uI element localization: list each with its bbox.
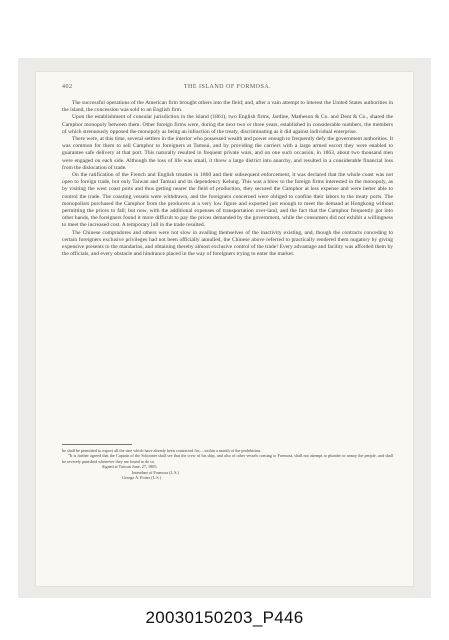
paragraph: On the ratification of the French and English treaties in 1860 and their subsequent enforcement, it was declared that the whole coast was not open to foreign trade, but only Taiwan and Tamsui and its dependency Kelung. This was a blow to the foreign firms interested in the monopoly, as by visiting the west coast ports and thus getting nearer the field of production, they secured the Camphor at less expense and were better able to control the trade. The coasting vessels were withdrawn, and the foreigners concerned were obliged to confine their labors to the treaty ports. The monopolists purchased the Camphor from the producers at a very low figure and exported just enough to meet the demand at Hongkong without permitting the prices to fall; but now, with the additional expenses of transportation over-land, and the fact that the Camphor frequently got into other hands, the foreigners found it more difficult to pay the prices demanded by the government, while the consumers did not exhibit a willingness to meet the increased cost. A temporary lull in the trade resulted. <box>62 172 393 229</box>
footnote-continuation: be shall be permitted to export all the sine which have already been contracted for,—within a month of the prohibition. <box>62 448 262 453</box>
body-text <box>62 100 393 258</box>
running-head <box>62 84 393 94</box>
paragraph: The Chinese compradores and others were not slow in availing themselves of the inactivity existing, and, though the contracts conceding to certain foreigners exclusive privileges had not been officially annulled, the Chinese above referred to practically rendered them nugatory by giving expensive presents to the mandarins, and obtaining thereby almost exclusive control of the trade! Every advantage and facility was afforded them by the officials, and every obstacle and hindrance placed in the way of foreigners trying to enter the market. <box>62 229 393 258</box>
book-page <box>36 72 413 586</box>
scan-frame <box>18 58 431 598</box>
paragraph: Upon the establishment of consular jurisdiction in the island (1861), two English firms, Jardine, Matheson & Co. and Dent & Co., shared the Camphor monopoly between them. Other foreign firms were, during the next two or three years, established in considerable numbers, the members of which strenuously opposed the monopoly as being an infraction of the treaty, discriminating as it did against individual enterprise. <box>62 114 393 135</box>
footnote-signatory: Intendant of Formosa (L.S.) <box>132 469 179 475</box>
page-number: 402 <box>62 84 73 90</box>
footnotes <box>62 448 393 480</box>
paragraph: There were, at this time, several settlers in the interior who possessed wealth and power enough to frequently defy the government authorities. It was common for them to sell Camphor to foreigners at Tamsui, and by providing the carriers with a large armed escort they were enabled to guarantee safe delivery at that port. This naturally resulted in frequent private wars, and on one such occasion, in 1863, about two thousand men were engaged on each side. Although the loss of life was small, it threw a large district into anarchy, and resulted in a considerable financial loss from the dislocation of trade. <box>62 136 393 171</box>
footnote-signatory: George A. Potter (L.S.) <box>122 475 161 481</box>
running-title: THE ISLAND OF FORMOSA. <box>183 84 272 90</box>
footnote-rule <box>62 444 132 445</box>
image-caption: 20030150203_P446 <box>145 608 304 627</box>
footnote-signed-line: Signed at Taiwan June, 27, 1865. <box>102 464 158 470</box>
footnote-text: "It is further agreed that the Captain of the Schooner shall see that the crew of his ship, and also of other vessels coming to Formosa, shall not attempt to plunder or annoy the people, and shall be severely punished whenever they are found to do so. <box>62 453 393 464</box>
paragraph: The successful operations of the American firm brought others into the field; and, after a vain attempt to interest the United States authorities in the island, the concession was sold to an English firm. <box>62 100 393 114</box>
